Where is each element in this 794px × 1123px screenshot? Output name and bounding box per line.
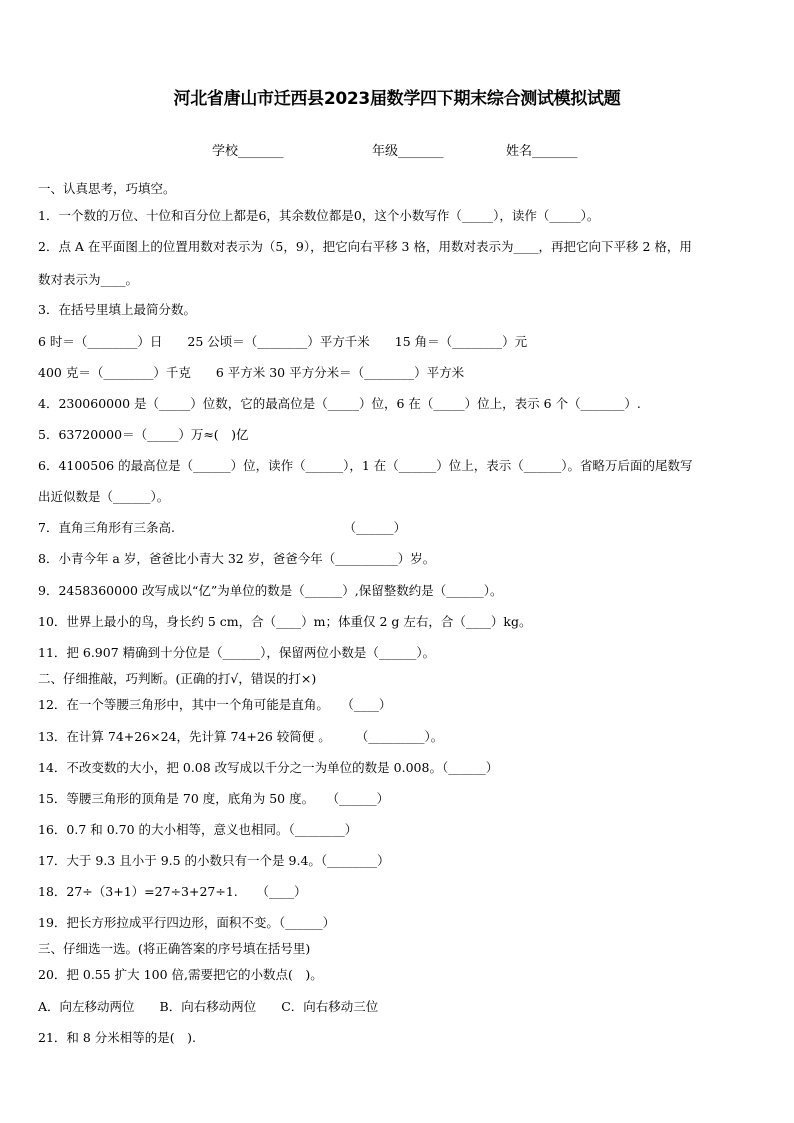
question-16: 16．0.7 和 0.70 的大小相等，意义也相同。（________） — [38, 822, 358, 837]
question-6-cont: 出近似数是（______）。 — [38, 489, 170, 504]
question-2-cont: 数对表示为____。 — [38, 272, 139, 287]
question-10: 10．世界上最小的鸟，身长约 5 cm，合（____）m；体重仅 2 g 左右，合（____）kg。 — [38, 614, 532, 629]
question-3-row-2: 400 克＝（________）千克 6 平方米 30 平方分米＝（________）平方米 — [38, 365, 465, 380]
question-13: 13．在计算 74+26×24，先计算 74+26 较简便 。 （_________）。 — [38, 729, 444, 744]
name-field: 姓名_______ — [506, 144, 578, 159]
question-20: 20．把 0.55 扩大 100 倍,需要把它的小数点( )。 — [38, 967, 323, 982]
question-12: 12．在一个等腰三角形中，其中一个角可能是直角。 （____） — [38, 697, 392, 712]
question-3: 3．在括号里填上最简分数。 — [38, 302, 196, 317]
question-9: 9．2458360000 改写成以“亿”为单位的数是（______）,保留整数约是（______）。 — [38, 583, 503, 598]
school-field: 学校_______ — [212, 144, 284, 159]
question-4: 4．230060000 是（_____）位数，它的最高位是（_____）位，6 在（_____）位上，表示 6 个（_______）. — [38, 396, 641, 411]
question-1: 1．一个数的万位、十位和百分位上都是6，其余数位都是0，这个小数写作（_____），读作（_____）。 — [38, 208, 600, 223]
question-5: 5．63720000＝（_____）万≈( )亿 — [38, 427, 249, 442]
question-17: 17．大于 9.3 且小于 9.5 的小数只有一个是 9.4。（________） — [38, 853, 390, 868]
question-3-row-1: 6 时＝（________）日 25 公顷＝（________）平方千米 15 角＝（________）元 — [38, 334, 528, 349]
grade-field: 年级_______ — [372, 144, 444, 159]
question-14: 14．不改变数的大小，把 0.08 改写成以千分之一为单位的数是 0.008。（______） — [38, 760, 499, 775]
section-1-heading: 一、认真思考，巧填空。 — [38, 181, 176, 196]
question-11: 11．把 6.907 精确到十分位是（______），保留两位小数是（______）。 — [38, 645, 436, 660]
question-21: 21．和 8 分米相等的是( ). — [38, 1030, 197, 1045]
question-2: 2．点 A 在平面图上的位置用数对表示为（5，9），把它向右平移 3 格，用数对表示为____，再把它向下平移 2 格，用 — [38, 239, 692, 254]
question-8: 8．小青今年 a 岁，爸爸比小青大 32 岁，爸爸今年（__________）岁。 — [38, 551, 436, 566]
question-18: 18．27÷（3+1）=27÷3+27÷1. （____） — [38, 884, 307, 899]
question-15: 15．等腰三角形的顶角是 70 度，底角为 50 度。 （______） — [38, 791, 390, 806]
question-6: 6．4100506 的最高位是（______）位，读作（______），1 在（______）位上，表示（______）。省略万后面的尾数写 — [38, 458, 693, 473]
question-7: 7．直角三角形有三条高. （______） — [38, 520, 407, 535]
question-19: 19．把长方形拉成平行四边形，面积不变。（______） — [38, 915, 336, 930]
section-2-heading: 二、仔细推敲，巧判断。(正确的打√，错误的打×) — [38, 671, 317, 686]
question-20-options: A．向左移动两位 B．向右移动两位 C．向右移动三位 — [38, 999, 379, 1014]
section-3-heading: 三、仔细选一选。(将正确答案的序号填在括号里) — [38, 941, 311, 956]
document-title: 河北省唐山市迁西县2023届数学四下期末综合测试模拟试题 — [173, 89, 621, 109]
